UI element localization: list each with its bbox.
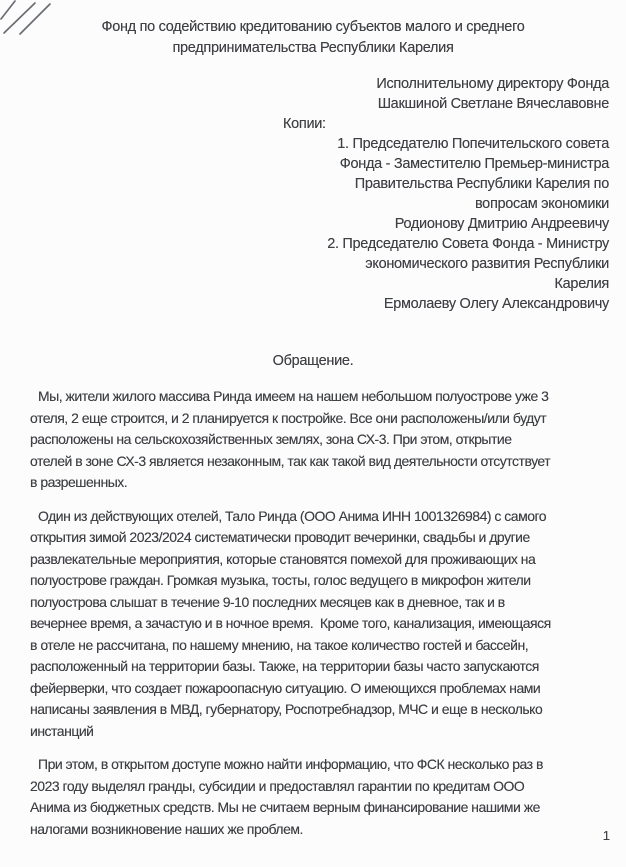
- copy-recipient-2-line: экономического развития Республики: [365, 256, 609, 272]
- letterhead-line-2: предпринимательства Республики Карелия: [172, 40, 454, 56]
- body-text-line: При этом, в открытом доступе можно найти информацию, что ФСК несколько раз в: [38, 756, 543, 772]
- body-text-line: налогами возникновение наших же проблем.: [30, 820, 303, 837]
- copy-recipient-2-name: Ермолаеву Олегу Александровичу: [383, 296, 609, 312]
- body-text-line: Мы, жители жилого массива Ринда имеем на нашем небольшом полуострове уже 3: [38, 388, 549, 404]
- page-number: 1: [602, 828, 610, 843]
- paragraph-2: [30, 506, 610, 743]
- paragraph-3: [30, 754, 610, 840]
- body-text-line: развлекательные мероприятия, которые становятся помехой для проживающих на: [30, 550, 536, 567]
- body-text-line: написаны заявления в МВД, губернатору, Роспотребнадзор, МЧС и еще в несколько: [30, 701, 543, 717]
- body-text-line: отеля, 2 еще строится, и 2 планируется к постройке. Все они расположены/или будут: [30, 409, 547, 426]
- copies-label: Копии:: [283, 116, 326, 132]
- letterhead: [0, 0, 626, 59]
- copy-recipient-1-line: Фонда - Заместителю Премьер-министра: [339, 156, 609, 172]
- pen-strokes-icon: [0, 0, 60, 40]
- body-text-line: Один из действующих отелей, Тало Ринда (ООО Анима ИНН 1001326984) с самого: [38, 507, 547, 524]
- copy-recipient-2-line: Карелия: [554, 276, 609, 292]
- addressee-block: [0, 74, 626, 314]
- body-text-line: полуострова слышат в течение 9-10 последних месяцев как в дневное, так и в: [30, 593, 505, 610]
- letterhead-line-1: Фонд по содействию кредитованию субъектов малого и среднего: [101, 19, 525, 35]
- body-text-line: Анима из бюджетных средств. Мы не считаем верным финансирование нашими же: [30, 799, 540, 815]
- body-text-line: 2023 году выделял гранды, субсидии и предоставлял гарантии по кредитам ООО: [30, 777, 525, 794]
- body-text-line: открытия зимой 2023/2024 систематически проводит вечеринки, свадьбы и другие: [30, 529, 530, 545]
- primary-recipient-title: Исполнительному директору Фонда: [376, 76, 609, 92]
- subject-line: Обращение.: [272, 353, 354, 369]
- body-text-line: расположенный на территории базы. Также, на территории базы часто запускаются: [30, 658, 539, 674]
- letter-body: [0, 386, 626, 840]
- body-text-line: инстанций: [30, 722, 94, 739]
- body-text-line: расположены на сельскохозяйственных землях, зона СХ-3. При этом, открытие: [30, 431, 512, 447]
- body-text-line: отелей в зоне СХ-3 является незаконным, так как такой вид деятельности отсутствует: [30, 452, 551, 469]
- primary-recipient-name: Шакшиной Светлане Вячеславовне: [377, 96, 609, 112]
- body-text-line: в отеле не рассчитана, по нашему мнению, на такое количество гостей и бассейн,: [30, 636, 529, 653]
- body-text-line: вечернее время, а зачастую и в ночное время. Кроме того, канализация, имеющаяся: [30, 615, 551, 631]
- copy-recipient-1-line: вопросам экономики: [474, 196, 609, 212]
- body-text-line: в разрешенных.: [30, 474, 128, 490]
- copy-recipient-1-line: Правительства Республики Карелия по: [354, 176, 609, 192]
- body-text-line: полуострове граждан. Громкая музыка, тосты, голос ведущего в микрофон жители: [30, 572, 531, 588]
- paragraph-1: [30, 386, 610, 494]
- body-text-line: фейерверки, что создает пожароопасную ситуацию. О имеющихся проблемах нами: [30, 679, 541, 696]
- copy-recipient-1-name: Родионову Дмитрию Андреевичу: [394, 216, 609, 232]
- copy-recipient-1-line: 1. Председателю Попечительского совета: [337, 136, 609, 152]
- copy-recipient-2-line: 2. Председателю Совета Фонда - Министру: [327, 236, 609, 252]
